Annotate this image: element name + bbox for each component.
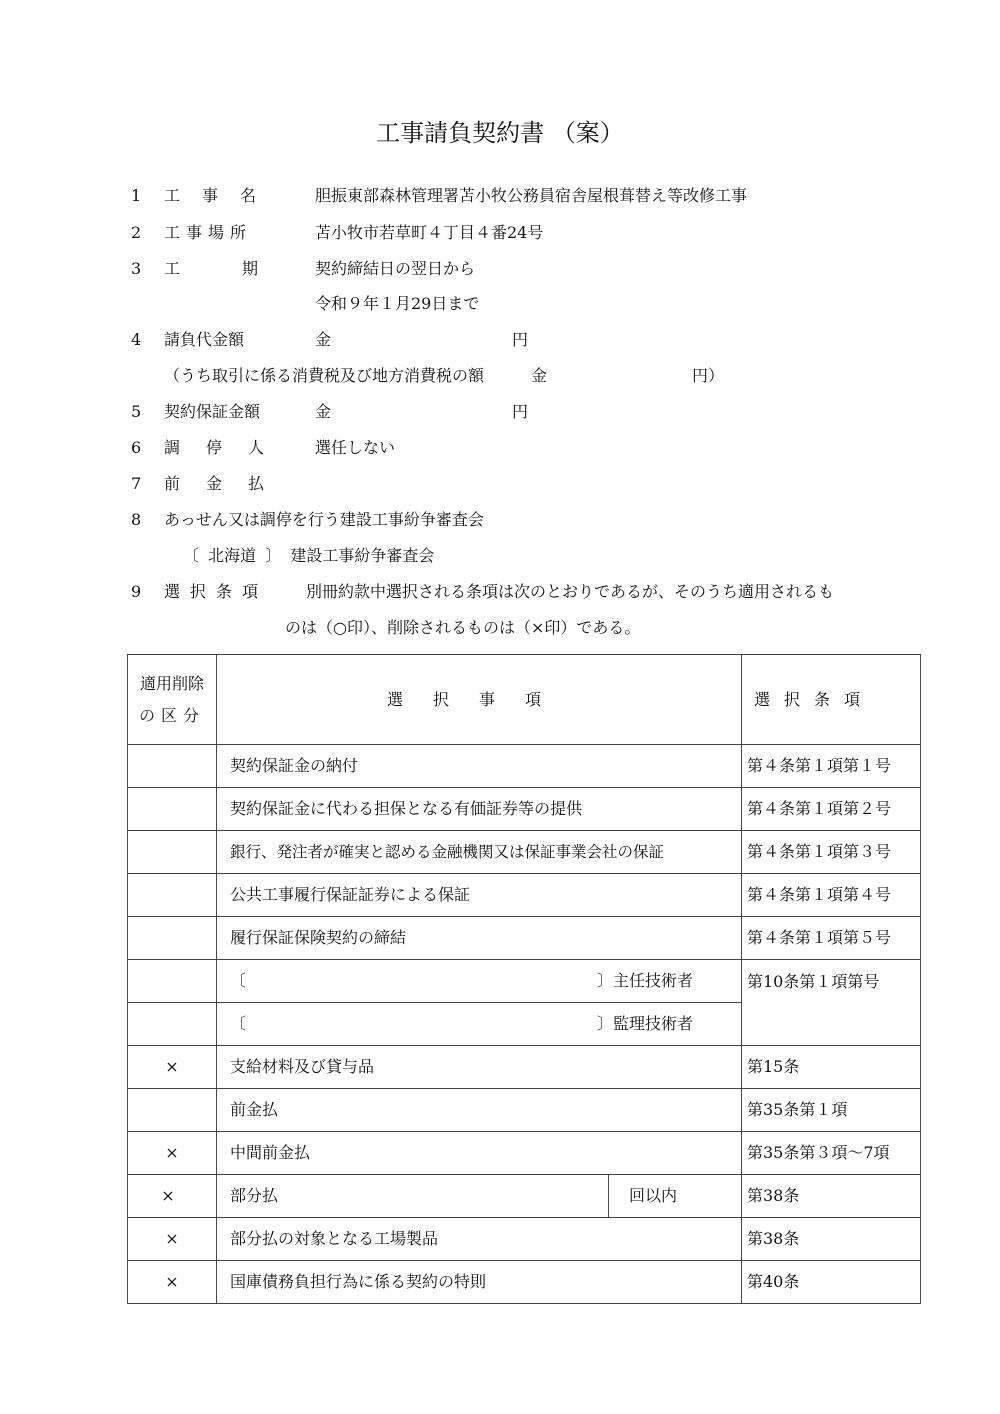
row-mark — [128, 788, 217, 831]
council-close-bracket: 〕 — [265, 546, 282, 565]
table-row-partial-payment — [128, 1175, 921, 1218]
item-3-value: 契約締結日の翌日から — [315, 259, 476, 278]
selection-table — [127, 654, 921, 1304]
table-row-chief-engineer — [128, 960, 921, 1003]
header-category-line2: の区分 — [138, 705, 205, 725]
row-clause: 第15条 — [742, 1046, 921, 1089]
open-bracket: 〔 — [230, 971, 247, 990]
row-mark — [128, 917, 217, 960]
row-mark: × — [128, 1175, 217, 1218]
partial-payment-count: 回以内 — [608, 1175, 741, 1217]
item-3-number: 3 — [131, 259, 142, 278]
engineer-clause: 第10条第１項第号 — [742, 960, 921, 1046]
row-clause: 第38条 — [742, 1218, 921, 1261]
item-3-value-2: 令和９年１月29日まで — [315, 294, 480, 313]
row-item: 契約保証金に代わる担保となる有価証券等の提供 — [217, 788, 742, 831]
row-item: 前金払 — [217, 1089, 742, 1132]
item-4-number: 4 — [131, 330, 142, 349]
item-5-value: 金 — [315, 402, 332, 421]
row-mark: × — [128, 1046, 217, 1089]
item-7-label: 前金払 — [164, 474, 291, 493]
item-8-label: あっせん又は調停を行う建設工事紛争審査会 — [164, 510, 484, 529]
item-6-label: 調停人 — [164, 438, 291, 457]
row-mark: × — [128, 1132, 217, 1175]
header-selection-clause: 選択条項 — [742, 655, 921, 745]
close-bracket: 〕 — [596, 1014, 613, 1033]
header-selection-item: 選択事項 — [217, 655, 742, 745]
engineer-role: 主任技術者 — [612, 971, 693, 990]
header-category — [128, 655, 217, 745]
row-item: 公共工事履行保証証券による保証 — [217, 874, 742, 917]
row-mark: × — [128, 1218, 217, 1261]
table-row — [128, 874, 921, 917]
row-mark — [128, 874, 217, 917]
row-item: 中間前金払 — [217, 1132, 742, 1175]
item-9-value-2: のは（○印）、削除されるものは（×印）である。 — [285, 618, 641, 637]
tax-line-prefix: （うち取引に係る消費税及び地方消費税の額 — [164, 366, 485, 385]
document-title — [0, 118, 1000, 148]
row-item: 部分払の対象となる工場製品 — [217, 1218, 742, 1261]
engineer-role: 監理技術者 — [612, 1014, 693, 1033]
table-row — [128, 788, 921, 831]
row-clause: 第38条 — [742, 1175, 921, 1218]
council-suffix: 建設工事紛争審査会 — [290, 546, 435, 565]
table-row — [128, 745, 921, 788]
item-4-label: 請負代金額 — [164, 330, 245, 349]
item-5-number: 5 — [131, 402, 142, 421]
table-row — [128, 1046, 921, 1089]
item-8-number: 8 — [131, 510, 142, 529]
table-row — [128, 831, 921, 874]
item-2-label: 工事場所 — [164, 223, 253, 242]
item-3-label: 工期 — [164, 259, 321, 278]
item-4-value: 金 — [315, 330, 332, 349]
council-line — [183, 546, 434, 566]
row-clause: 第４条第１項第２号 — [742, 788, 921, 831]
item-1-number: 1 — [131, 186, 142, 205]
table-row — [128, 917, 921, 960]
table-row — [128, 1261, 921, 1304]
item-2-number: 2 — [131, 223, 142, 242]
item-1-label: 工事名 — [164, 186, 279, 205]
open-bracket: 〔 — [230, 1014, 247, 1033]
tax-line-unit: 円） — [692, 366, 725, 385]
row-item — [217, 1175, 742, 1218]
row-mark — [128, 960, 217, 1003]
title-text: 工事請負契約書 — [376, 119, 545, 147]
row-item: 国庫債務負担行為に係る契約の特則 — [217, 1261, 742, 1304]
item-7-number: 7 — [131, 474, 142, 493]
table-header-row — [128, 655, 921, 745]
row-mark — [128, 1089, 217, 1132]
close-bracket: 〕 — [596, 971, 613, 990]
item-1-value: 胆振東部森林管理署苫小牧公務員宿舎屋根葺替え等改修工事 — [315, 186, 748, 205]
row-mark: × — [128, 1261, 217, 1304]
row-clause: 第35条第３項〜7項 — [742, 1132, 921, 1175]
row-clause: 第４条第１項第１号 — [742, 745, 921, 788]
item-9-value: 別冊約款中選択される条項は次のとおりであるが、そのうち適用されるも — [306, 582, 835, 601]
row-mark — [128, 745, 217, 788]
row-clause: 第４条第１項第５号 — [742, 917, 921, 960]
row-item: 銀行、発注者が確実と認める金融機関又は保証事業会社の保証 — [217, 831, 742, 874]
row-item — [217, 1003, 742, 1046]
item-9-label: 選択条項 — [164, 582, 269, 601]
row-clause: 第40条 — [742, 1261, 921, 1304]
row-item — [217, 960, 742, 1003]
table-row — [128, 1089, 921, 1132]
row-item: 契約保証金の納付 — [217, 745, 742, 788]
item-6-number: 6 — [131, 438, 142, 457]
header-category-line1: 適用削除 — [139, 673, 204, 693]
council-open-bracket: 〔 — [183, 546, 200, 565]
row-mark — [128, 1003, 217, 1046]
row-item: 支給材料及び貸与品 — [217, 1046, 742, 1089]
table-row — [128, 1218, 921, 1261]
row-clause: 第４条第１項第４号 — [742, 874, 921, 917]
council-name: 北海道 — [208, 546, 257, 565]
item-5-unit: 円 — [512, 402, 529, 421]
tax-line-kin: 金 — [531, 366, 548, 385]
title-suffix: （案） — [551, 119, 624, 147]
item-4-unit: 円 — [512, 330, 529, 349]
row-clause: 第４条第１項第３号 — [742, 831, 921, 874]
partial-payment-label: 部分払 — [230, 1186, 279, 1205]
item-6-value: 選任しない — [315, 438, 396, 457]
item-5-label: 契約保証金額 — [164, 402, 261, 421]
row-item: 履行保証保険契約の締結 — [217, 917, 742, 960]
table-row — [128, 1132, 921, 1175]
row-mark — [128, 831, 217, 874]
item-9-number: 9 — [131, 582, 142, 601]
row-clause: 第35条第１項 — [742, 1089, 921, 1132]
item-2-value: 苫小牧市若草町４丁目４番24号 — [315, 223, 544, 242]
